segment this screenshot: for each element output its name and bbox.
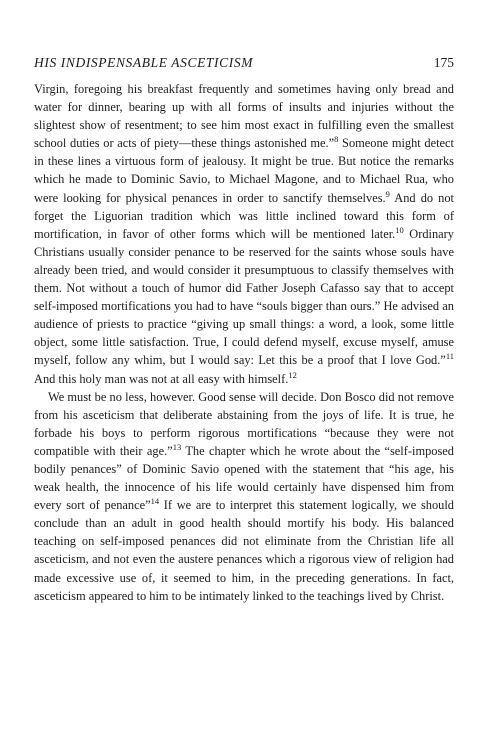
- footnote-marker: 14: [150, 496, 160, 507]
- footnote-marker: 8: [334, 134, 339, 145]
- body-text: [34, 80, 454, 605]
- text-run: The chapter which he wrote about the “self-imposed bodily penances” of Dominic Savio opened with the statement that “his age, his weak health, the innocence of his life would certainly have dispensed him from every sort of penance”: [34, 443, 454, 513]
- footnote-marker: 9: [385, 188, 390, 199]
- paragraph-1: [34, 80, 454, 388]
- page-number: 175: [433, 55, 454, 70]
- text-run: We must be no less, however. Good sense will decide. Don Bosco did not remove from his asceticism that deliberate abstaining from the joys of life. It is true, he forbade his boys to perform rigorous mortifications “because they were not compatible with their age.”: [34, 389, 454, 458]
- running-head: [34, 55, 454, 73]
- text-run: And do not forget the Liguorian tradition which was little inclined toward this form of mortification, in favor of other forms which will be mentioned later.: [34, 190, 454, 241]
- paragraph-2: [34, 388, 454, 605]
- footnote-marker: 12: [288, 369, 297, 380]
- footnote-marker: 13: [172, 441, 182, 452]
- text-run: If we are to interpret this statement logically, we should conclude than an adult in good health should mortify his body. His balanced teaching on self-imposed penances did not eliminate from the Christian life all asceticism, and not even the austere penances which a rigorous view of religion had made excessive use of, it seemed to him, in the preceding generations. In fact, asceticism appeared to him to be intimately linked to the teachings lived by Christ.: [34, 498, 454, 603]
- running-title: HIS INDISPENSABLE ASCETICISM: [34, 55, 254, 70]
- text-run: Ordinary Christians usually consider penance to be reserved for the saints whose souls have already been tried, and would consider it presumptuous to classify themselves with them. Not without a touch of humor did Father Joseph Cafasso say that to accept self-imposed mortifications you had to have “souls bigger than ours.” He advised an audience of priests to practice “giving up small things: a word, a look, some little object, some little satisfaction. True, I could defend myself, excuse myself, amuse myself, follow any whim, but I would say: Let this be a proof that I love God.”: [34, 226, 454, 368]
- footnote-marker: 10: [395, 224, 404, 235]
- text-run: And this holy man was not at all easy with himself.: [34, 371, 289, 386]
- footnote-marker: 11: [445, 351, 454, 362]
- text-run: Someone might detect in these lines a virtuous form of jealousy. It might be true. But notice the remarks which he made to Dominic Savio, to Michael Magone, and to Michael Rua, who were looking for physical penances in order to sanctify themselves.: [34, 136, 454, 205]
- text-run: Virgin, foregoing his breakfast frequently and sometimes having only bread and water for dinner, bearing up with all forms of insults and injuries without the slightest show of resentment; to see him most exact in fulfilling even the smallest school duties or acts of piety—these things astonished me.”: [34, 82, 454, 151]
